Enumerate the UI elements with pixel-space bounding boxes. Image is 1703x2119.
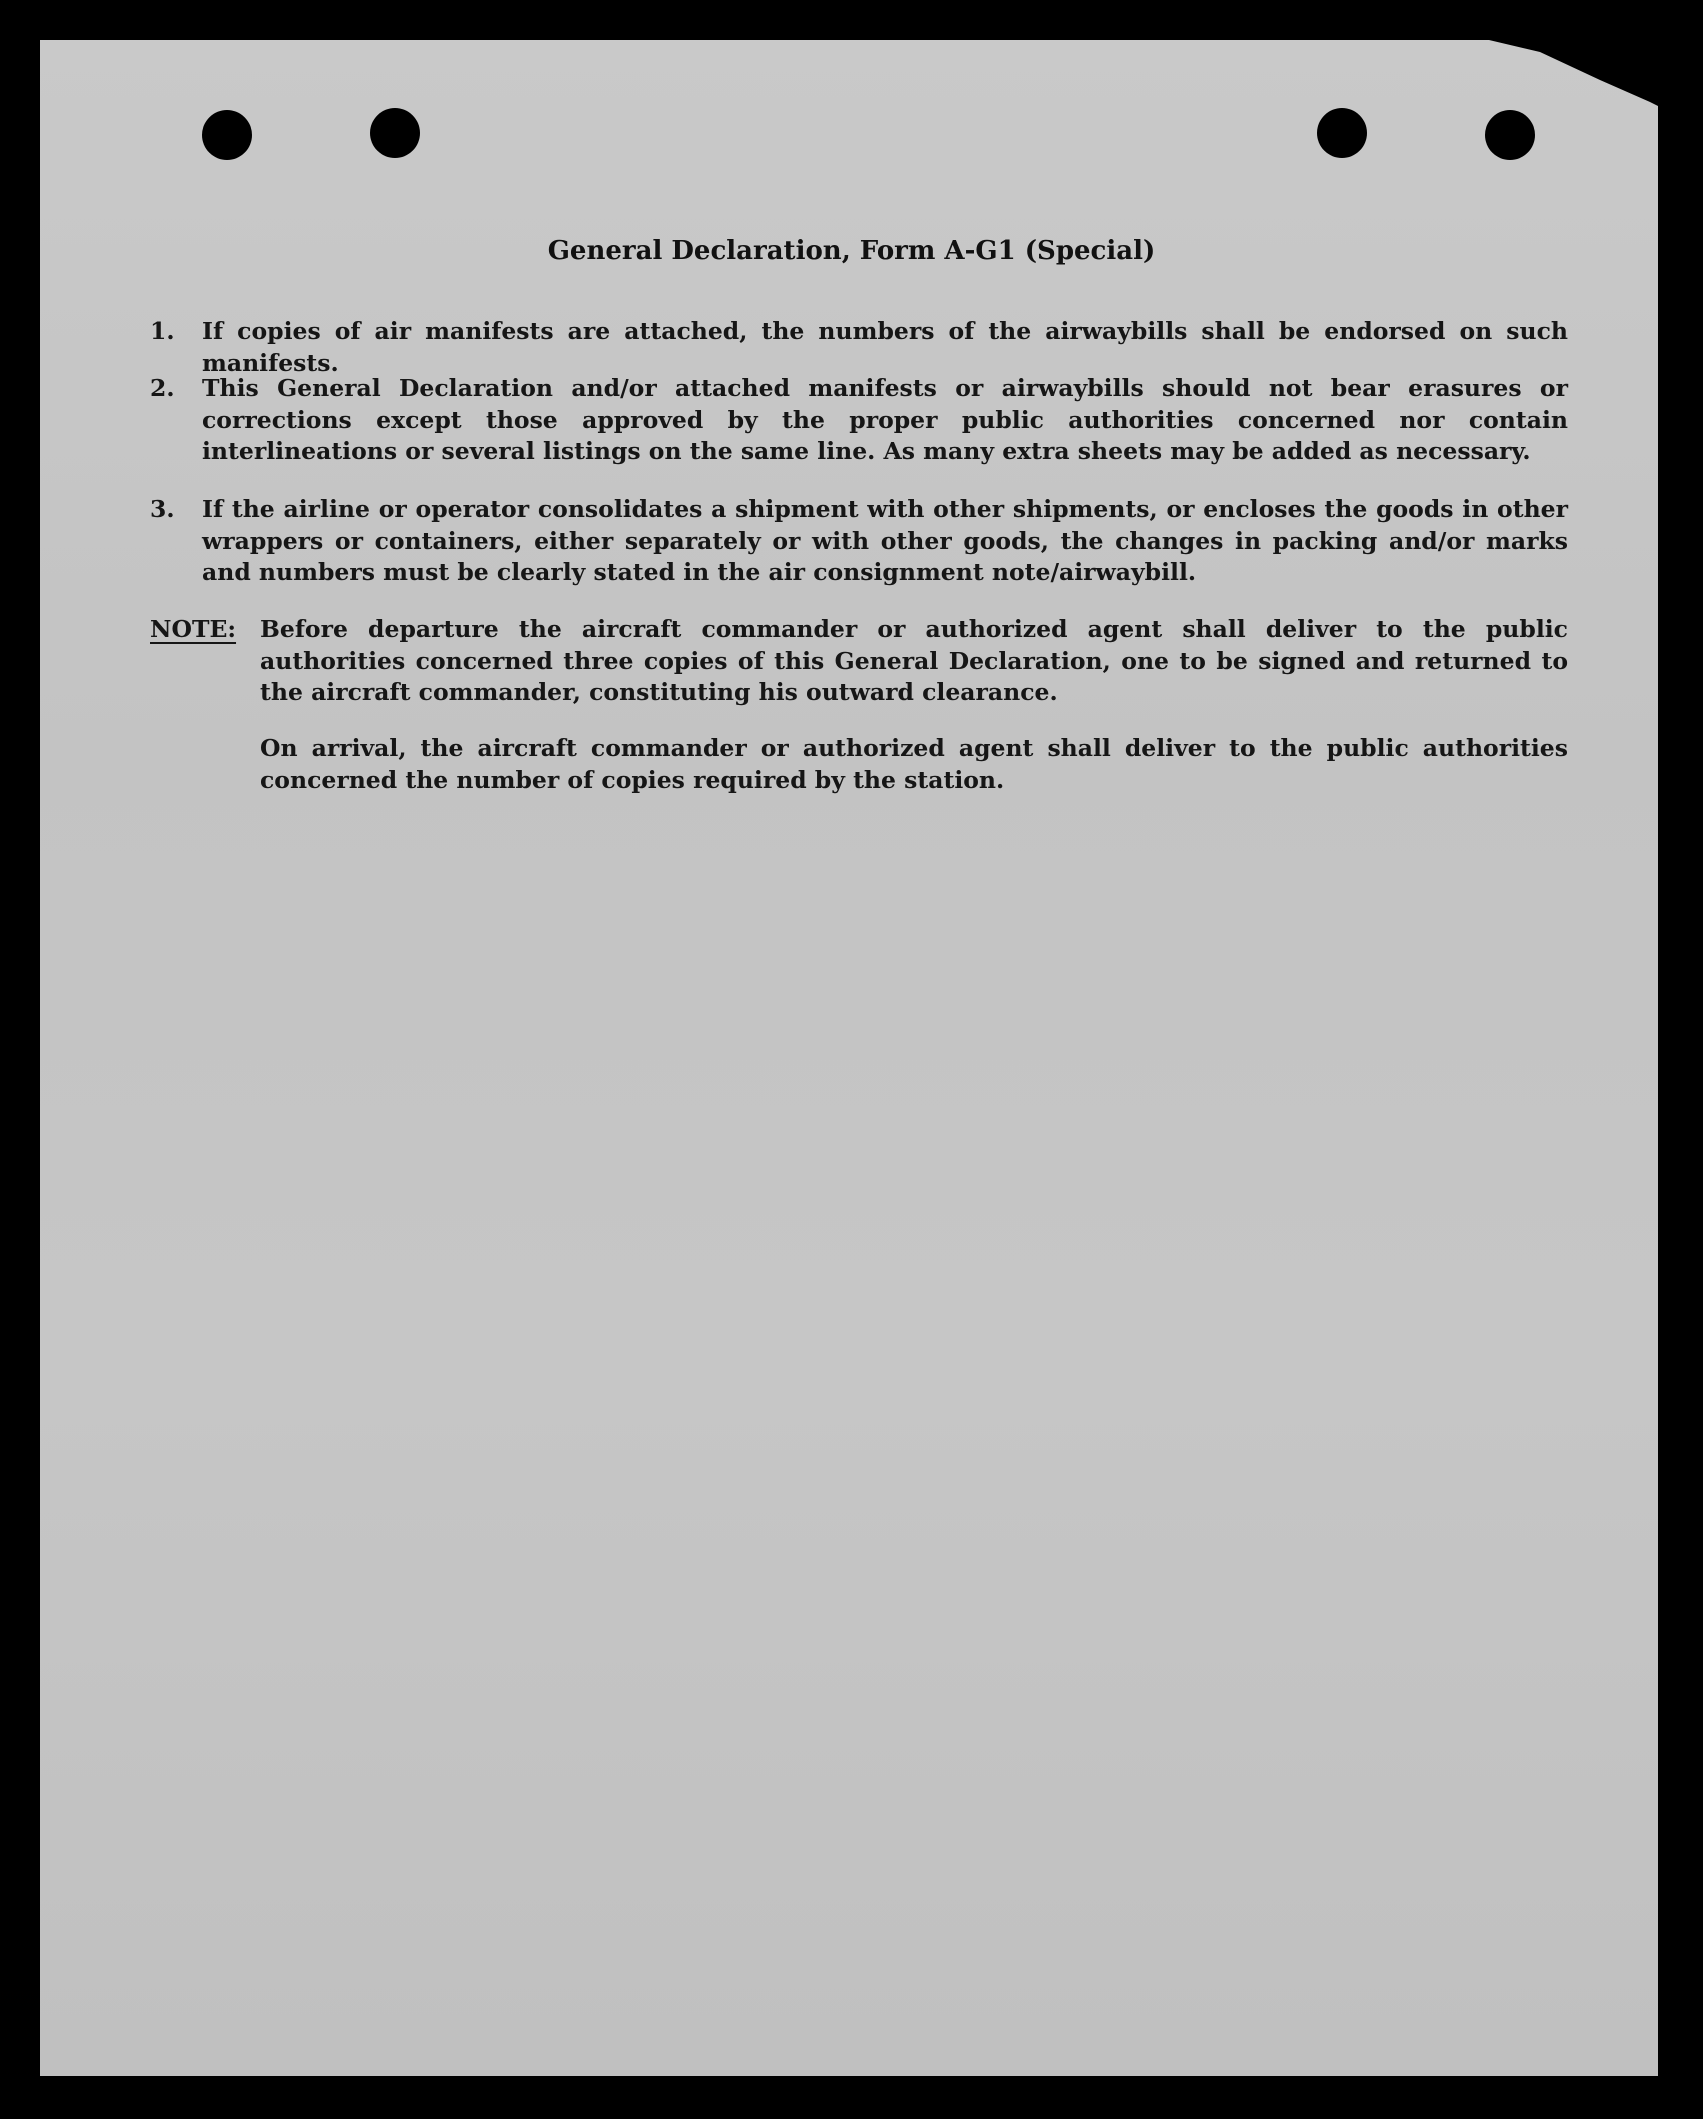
item-text: If the airline or operator consolidates a shipment with other shipments, or encloses the goods in other wrappers or containers, either separately or with other goods, the changes in packing and/or marks and numbers must be clearly stated in the air consignment note/airwaybill. (202, 495, 1568, 586)
document-title: General Declaration, Form A-G1 (Special) (547, 236, 1156, 266)
punch-hole-right-1 (1317, 108, 1367, 158)
punch-hole-right-2 (1485, 110, 1535, 160)
item-number: 1. (150, 317, 175, 345)
punch-hole-left-1 (202, 110, 252, 160)
note-paragraph-1: Before departure the aircraft commander or authorized agent shall deliver to the public authorities concerned three copies of this General Declaration, one to be signed and returned to the aircraft commander, constituting his outward clearance. (260, 615, 1568, 706)
item-number: 2. (150, 374, 175, 402)
item-text: If copies of air manifests are attached, the numbers of the airwaybills shall be endorsed on such manifests. (202, 317, 1568, 377)
item-number: 3. (150, 495, 175, 523)
item-text: This General Declaration and/or attached manifests or airwaybills should not bear erasures or corrections except those approved by the proper public authorities concerned nor contain interlineations or several listings on the same line. As many extra sheets may be added as necessary. (202, 374, 1568, 465)
note-label: NOTE: (150, 615, 237, 643)
punch-hole-left-2 (370, 108, 420, 158)
note-paragraph-2: On arrival, the aircraft commander or authorized agent shall deliver to the public authorities concerned the number of copies required by the station. (260, 734, 1568, 794)
